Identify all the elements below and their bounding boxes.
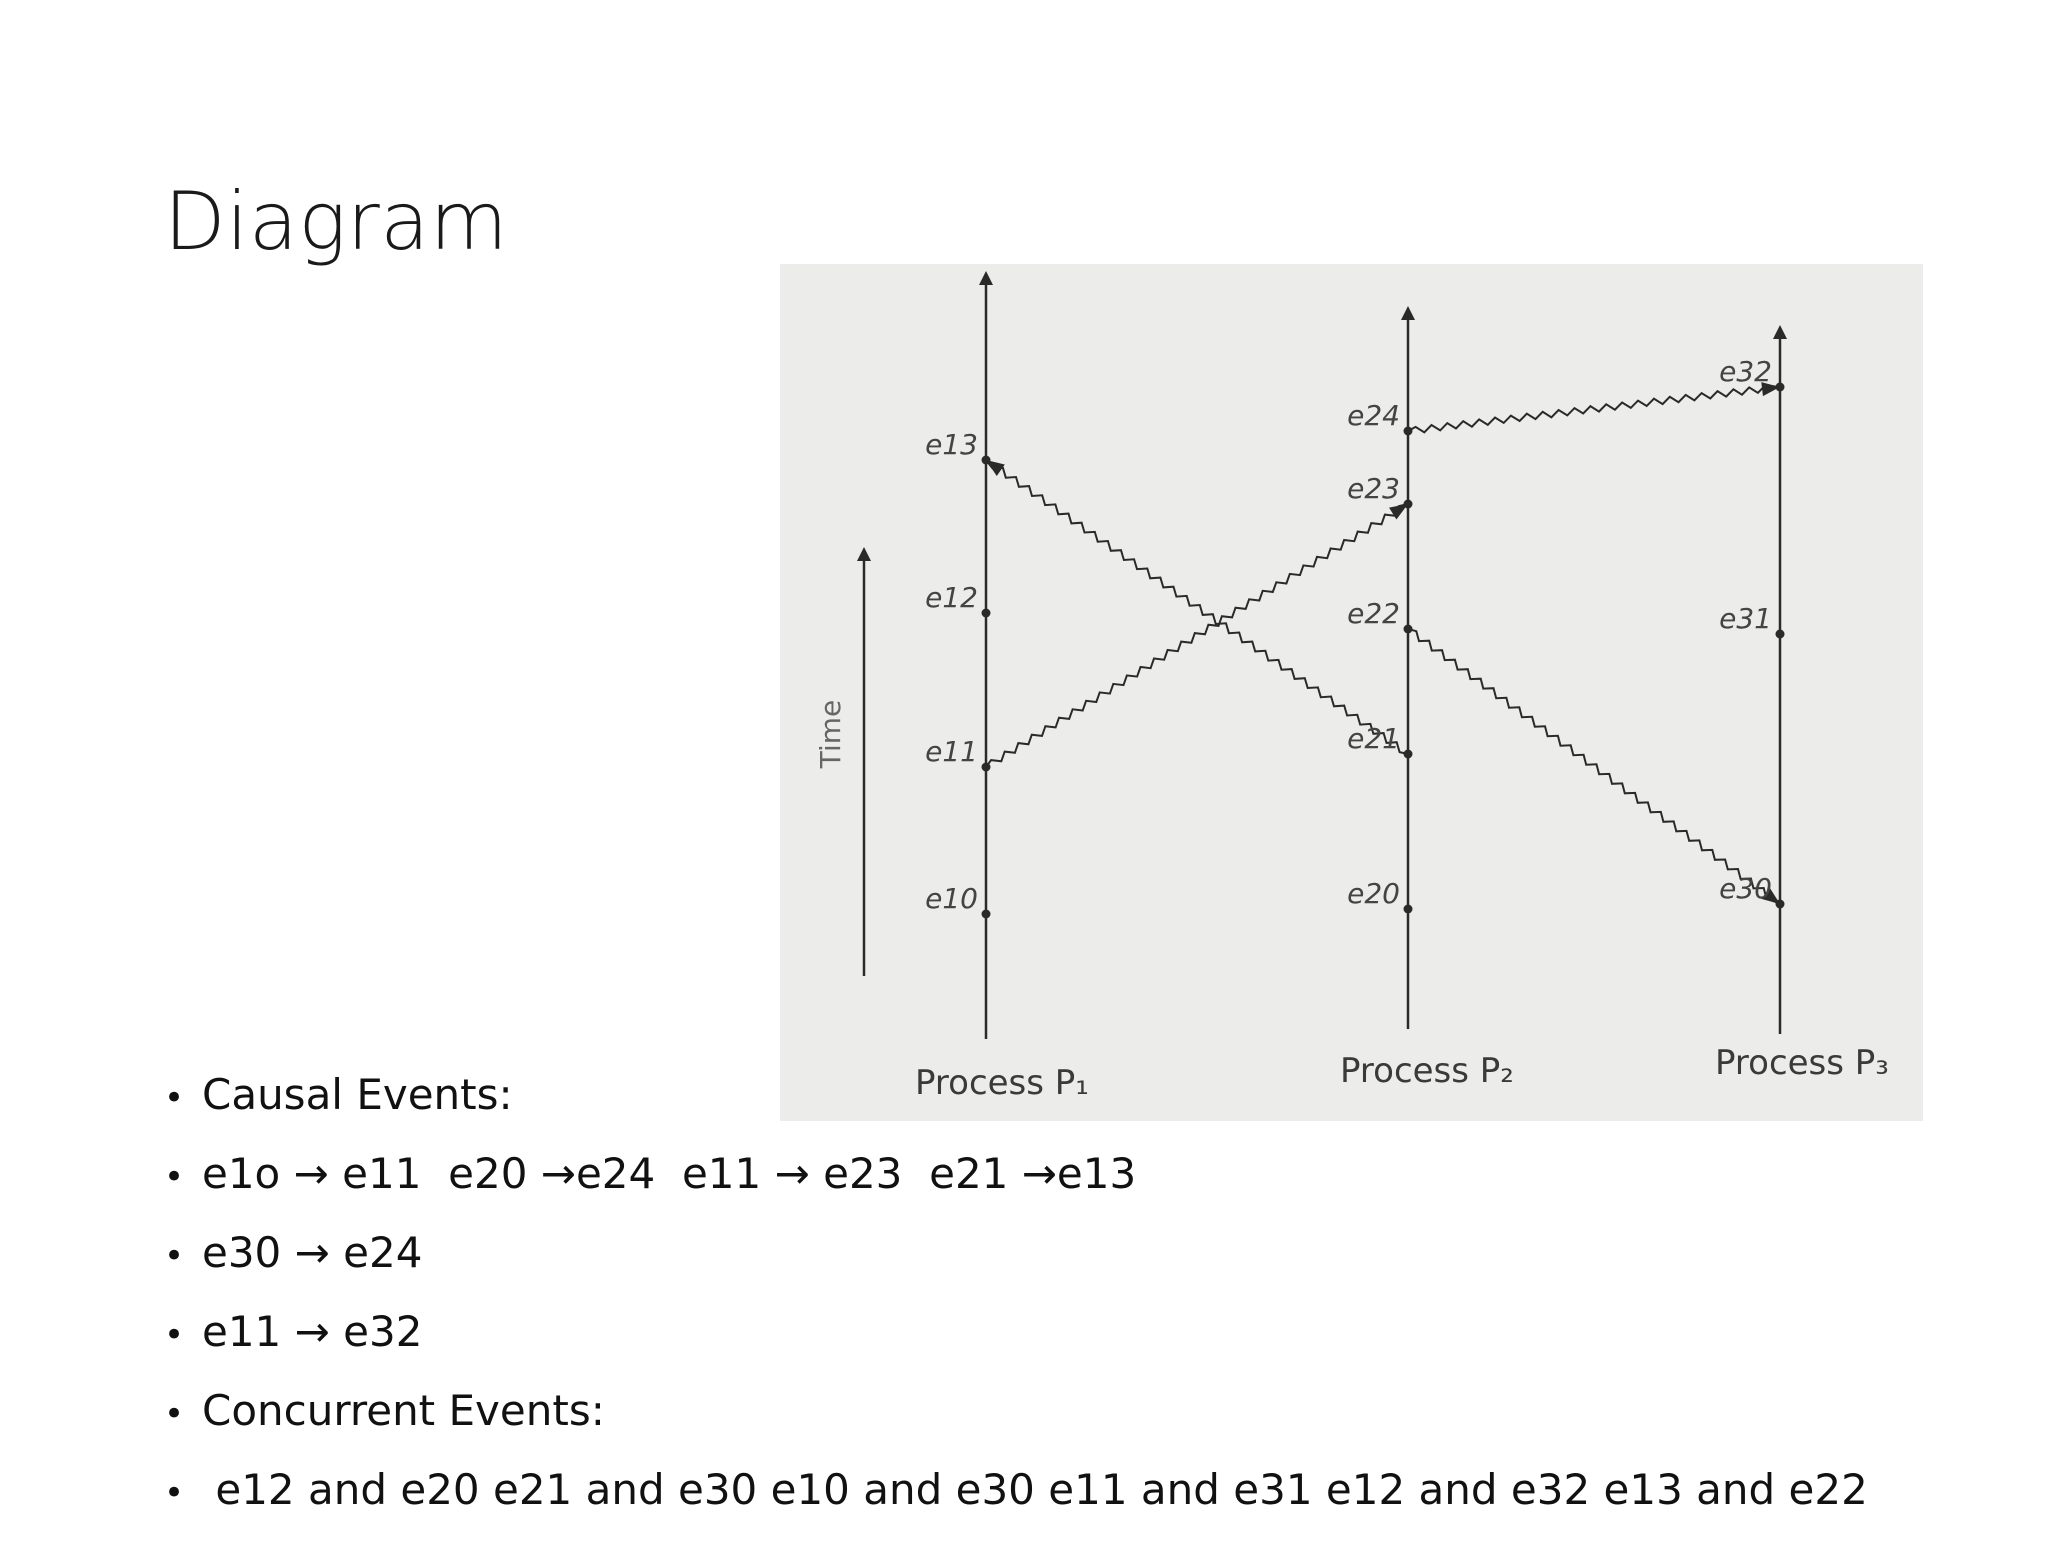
bullet-text: e30 → e24: [202, 1228, 423, 1277]
bullet-text: Concurrent Events:: [202, 1386, 605, 1435]
event-label-e30: e30: [1719, 872, 1772, 905]
event-label-e24: e24: [1347, 399, 1400, 432]
event-label-e23: e23: [1347, 472, 1400, 505]
diagram-canvas: [780, 264, 1923, 1121]
message-e11-to-e23: [986, 504, 1408, 767]
event-label-e12: e12: [925, 581, 978, 614]
event-label-e11: e11: [925, 735, 978, 768]
bullet-icon: •: [164, 1315, 185, 1355]
event-dot-e22: [1404, 625, 1413, 634]
event-dot-e11: [982, 763, 991, 772]
event-label-e31: e31: [1719, 602, 1772, 635]
message-e21-to-e13: [986, 460, 1408, 754]
event-dot-e13: [982, 456, 991, 465]
bullet-item: [164, 1307, 1868, 1386]
bullet-item: [164, 1228, 1868, 1307]
event-dot-e21: [1404, 750, 1413, 759]
event-dot-e23: [1404, 500, 1413, 509]
bullet-icon: •: [164, 1236, 185, 1276]
event-label-e20: e20: [1347, 877, 1400, 910]
bullet-item: [164, 1070, 1868, 1149]
event-label-e32: e32: [1719, 355, 1772, 388]
event-dot-e32: [1776, 383, 1785, 392]
bullet-icon: •: [164, 1394, 185, 1434]
event-dot-e30: [1776, 900, 1785, 909]
bullet-icon: •: [164, 1473, 185, 1513]
event-dot-e24: [1404, 427, 1413, 436]
event-dot-e31: [1776, 630, 1785, 639]
bullet-icon: •: [164, 1078, 185, 1118]
bullet-item: [164, 1465, 1868, 1544]
message-e22-to-e30: [1408, 629, 1780, 904]
bullet-text: Causal Events:: [202, 1070, 513, 1119]
process-label-p1: Process P₁: [915, 1063, 1089, 1103]
event-dot-e20: [1404, 905, 1413, 914]
message-e24-to-e32: [1408, 386, 1780, 433]
event-label-e22: e22: [1347, 597, 1400, 630]
slide-title: Diagram: [164, 175, 509, 268]
event-label-e21: e21: [1347, 722, 1400, 755]
process-label-p3: Process P₃: [1715, 1043, 1889, 1083]
bullet-text: e12 and e20 e21 and e30 e10 and e30 e11 and e31 e12 and e32 e13 and e22: [202, 1465, 1868, 1514]
bullet-list: [164, 1070, 1868, 1544]
event-dot-e10: [982, 910, 991, 919]
space-time-diagram: [780, 264, 1923, 1121]
event-label-e10: e10: [925, 882, 978, 915]
event-dot-e12: [982, 609, 991, 618]
time-axis-label: Time: [814, 699, 847, 769]
bullet-text: e11 → e32: [202, 1307, 423, 1356]
bullet-icon: •: [164, 1157, 185, 1197]
bullet-item: [164, 1386, 1868, 1465]
bullet-item: [164, 1149, 1868, 1228]
bullet-text: e1o → e11 e20 →e24 e11 → e23 e21 →e13: [202, 1149, 1137, 1198]
process-label-p2: Process P₂: [1340, 1051, 1514, 1091]
event-label-e13: e13: [925, 428, 978, 461]
